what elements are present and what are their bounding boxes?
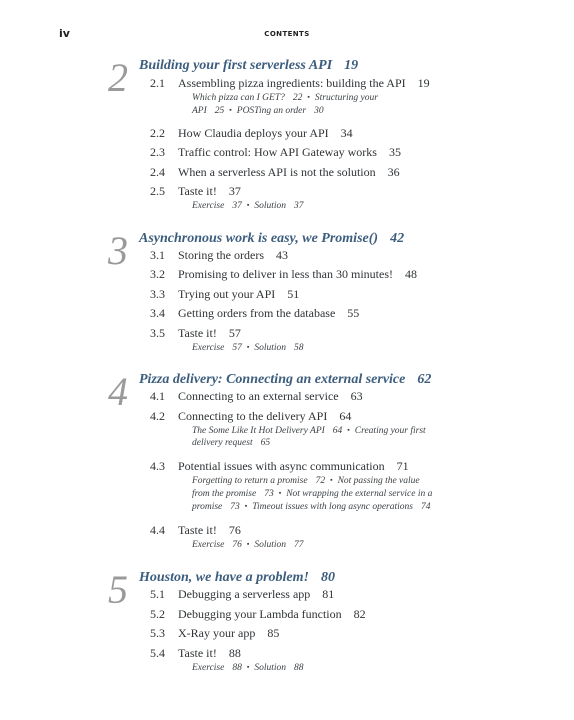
- page-number: iv: [59, 27, 70, 40]
- section-page: 19: [417, 76, 430, 90]
- section-title: Potential issues with async communication: [178, 459, 385, 473]
- section-number: 5.2: [150, 607, 165, 621]
- bullet-separator: ▪: [246, 201, 250, 209]
- subsection-line: [192, 424, 426, 438]
- section-number: 3.3: [150, 287, 165, 301]
- section-entry[interactable]: [150, 248, 288, 262]
- section-number: 4.2: [150, 409, 165, 423]
- section-number: 3.1: [150, 248, 165, 262]
- section-entry[interactable]: [150, 646, 241, 660]
- running-header: CONTENTS: [264, 30, 310, 38]
- bullet-separator: ▪: [246, 663, 250, 671]
- chapter-title-text: Pizza delivery: Connecting an external service: [139, 372, 406, 387]
- chapter-title-text: Asynchronous work is easy, we Promise(): [139, 231, 379, 246]
- subsection-line: [192, 341, 304, 355]
- chapter-page: 42: [390, 231, 405, 246]
- subsection-title[interactable]: Solution: [254, 201, 287, 211]
- subsection-title[interactable]: Exercise: [192, 663, 225, 673]
- subsection-line: [192, 91, 378, 105]
- subsection-title[interactable]: POSTing an order: [236, 106, 307, 116]
- subsection-page: 88: [232, 663, 242, 673]
- subsection-line: [192, 199, 304, 213]
- chapter-title[interactable]: [139, 570, 335, 586]
- bullet-separator: ▪: [307, 93, 310, 101]
- section-entry[interactable]: [150, 626, 279, 640]
- subsection-title[interactable]: Creating your first: [354, 426, 426, 436]
- subsection-title[interactable]: promise: [192, 502, 223, 512]
- section-number: 5.4: [150, 646, 165, 660]
- subsection-title[interactable]: delivery request: [192, 438, 253, 448]
- subsection-page: 73: [264, 489, 274, 499]
- subsection-page: 25: [214, 106, 225, 116]
- subsection-title[interactable]: API: [192, 106, 207, 116]
- section-page: 71: [396, 459, 409, 473]
- section-title: Connecting to an external service: [178, 389, 339, 403]
- chapter-number: 5: [108, 567, 128, 612]
- section-number: 5.3: [150, 626, 165, 640]
- section-title: Assembling pizza ingredients: building the API: [178, 76, 406, 90]
- subsection-page: 57: [232, 343, 242, 353]
- section-title: Traffic control: How API Gateway works: [178, 145, 377, 159]
- section-title: When a serverless API is not the solution: [178, 165, 376, 179]
- subsection-line: [192, 487, 432, 501]
- chapter-title-text: Building your first serverless API: [139, 58, 333, 73]
- subsection-title[interactable]: Forgetting to return a promise: [192, 476, 308, 486]
- section-title: X-Ray your app: [178, 626, 256, 640]
- subsection-title[interactable]: Exercise: [192, 343, 225, 353]
- subsection-title[interactable]: Solution: [254, 540, 287, 550]
- bullet-separator: ▪: [278, 489, 282, 497]
- bullet-separator: ▪: [244, 502, 248, 510]
- section-page: 57: [228, 326, 241, 340]
- subsection-page: 65: [260, 438, 271, 448]
- subsection-title[interactable]: Structuring your: [314, 93, 378, 103]
- section-page: 36: [387, 165, 400, 179]
- chapter-title[interactable]: [139, 372, 431, 388]
- section-entry[interactable]: [150, 287, 299, 301]
- subsection-title[interactable]: Exercise: [192, 540, 225, 550]
- subsection-page: 76: [232, 540, 242, 550]
- subsection-line: [192, 474, 420, 488]
- section-number: 4.4: [150, 523, 165, 537]
- section-title: Connecting to the delivery API: [178, 409, 328, 423]
- subsection-title[interactable]: The Some Like It Hot Delivery API: [192, 426, 325, 436]
- bullet-separator: ▪: [347, 426, 350, 434]
- section-title: Storing the orders: [178, 248, 264, 262]
- section-entry[interactable]: [150, 76, 430, 90]
- section-entry[interactable]: [150, 326, 241, 340]
- section-page: 43: [276, 248, 288, 262]
- bullet-separator: ▪: [229, 106, 232, 114]
- section-number: 4.3: [150, 459, 165, 473]
- bullet-separator: ▪: [330, 476, 333, 484]
- section-entry[interactable]: [150, 389, 363, 403]
- chapter-number: 4: [108, 369, 128, 414]
- subsection-page: 72: [315, 476, 326, 486]
- section-number: 3.2: [150, 267, 165, 281]
- section-entry[interactable]: [150, 523, 241, 537]
- subsection-line: [192, 661, 304, 675]
- subsection-title[interactable]: Not passing the value: [337, 476, 420, 486]
- section-page: 63: [350, 389, 363, 403]
- section-entry[interactable]: [150, 126, 353, 140]
- chapter-number: 2: [108, 55, 128, 100]
- section-number: 3.5: [150, 326, 165, 340]
- section-page: 55: [347, 306, 360, 320]
- subsection-page: 22: [292, 93, 303, 103]
- chapter-title[interactable]: [139, 231, 404, 247]
- section-page: 64: [339, 409, 352, 423]
- section-number: 3.4: [150, 306, 165, 320]
- subsection-page: 37: [232, 201, 242, 211]
- subsection-page: 77: [294, 540, 304, 550]
- subsection-title[interactable]: Not wrapping the external service in a: [286, 489, 433, 499]
- section-page: 48: [404, 267, 417, 281]
- section-entry[interactable]: [150, 607, 366, 621]
- section-entry[interactable]: [150, 306, 359, 320]
- subsection-line: [192, 104, 324, 118]
- section-entry[interactable]: [150, 145, 401, 159]
- subsection-title[interactable]: Exercise: [192, 201, 225, 211]
- section-page: 76: [228, 523, 241, 537]
- subsection-page: 73: [230, 502, 240, 512]
- section-number: 2.2: [150, 126, 165, 140]
- section-title: Taste it!: [178, 326, 217, 340]
- chapter-page: 80: [320, 570, 335, 585]
- bullet-separator: ▪: [246, 540, 250, 548]
- section-number: 2.5: [150, 184, 165, 198]
- subsection-title[interactable]: Which pizza can I GET?: [192, 93, 285, 103]
- section-number: 5.1: [150, 587, 165, 601]
- subsection-page: 64: [332, 426, 343, 436]
- section-title: Debugging a serverless app: [178, 587, 311, 601]
- section-page: 34: [340, 126, 353, 140]
- section-page: 51: [287, 287, 300, 301]
- section-page: 88: [228, 646, 241, 660]
- section-number: 4.1: [150, 389, 165, 403]
- section-entry[interactable]: [150, 459, 409, 473]
- section-number: 2.4: [150, 165, 165, 179]
- section-page: 35: [388, 145, 401, 159]
- chapter-title[interactable]: [139, 58, 358, 74]
- section-title: Taste it!: [178, 523, 217, 537]
- section-number: 2.3: [150, 145, 165, 159]
- section-number: 2.1: [150, 76, 165, 90]
- subsection-page: 88: [294, 663, 304, 673]
- section-title: Debugging your Lambda function: [178, 607, 342, 621]
- subsection-line: [192, 500, 430, 514]
- section-title: Taste it!: [178, 646, 217, 660]
- section-entry[interactable]: [150, 587, 334, 601]
- section-entry[interactable]: [150, 267, 417, 281]
- subsection-page: 58: [294, 343, 304, 353]
- bullet-separator: ▪: [246, 343, 250, 351]
- section-entry[interactable]: [150, 165, 400, 179]
- section-title: Trying out your API: [178, 287, 276, 301]
- chapter-page: 62: [417, 372, 432, 387]
- subsection-line: [192, 437, 270, 450]
- section-title: Getting orders from the database: [178, 306, 336, 320]
- section-page: 37: [228, 184, 241, 198]
- subsection-title[interactable]: Solution: [254, 663, 287, 673]
- subsection-page: 74: [420, 502, 431, 512]
- section-page: 81: [322, 587, 335, 601]
- subsection-title[interactable]: from the promise: [192, 489, 257, 499]
- subsection-title[interactable]: Timeout issues with long async operations: [252, 502, 413, 512]
- section-entry[interactable]: [150, 409, 351, 423]
- subsection-line: [192, 538, 304, 552]
- section-page: 85: [267, 626, 280, 640]
- chapter-title-text: Houston, we have a problem!: [139, 570, 309, 585]
- section-title: Taste it!: [178, 184, 217, 198]
- subsection-page: 37: [294, 201, 304, 211]
- section-page: 82: [353, 607, 366, 621]
- chapter-number: 3: [108, 228, 128, 273]
- section-title: How Claudia deploys your API: [178, 126, 329, 140]
- subsection-title[interactable]: Solution: [254, 343, 287, 353]
- chapter-page: 19: [344, 58, 359, 73]
- section-entry[interactable]: [150, 184, 241, 198]
- subsection-page: 30: [314, 106, 324, 116]
- section-title: Promising to deliver in less than 30 minutes!: [178, 267, 393, 281]
